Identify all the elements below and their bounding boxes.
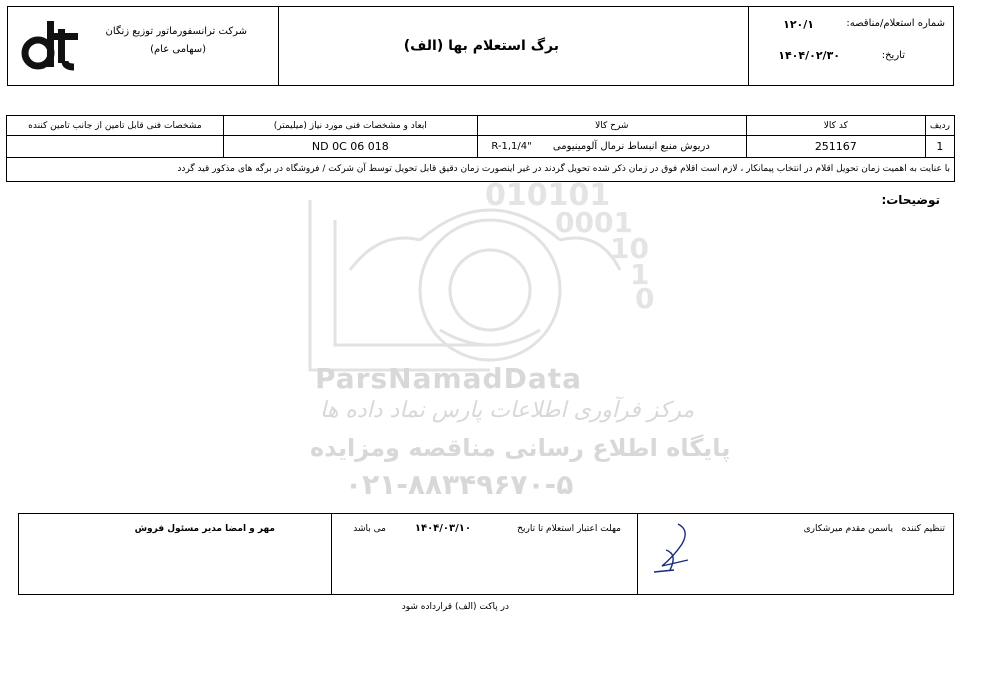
watermark-binary: 0001 <box>555 206 633 239</box>
watermark-binary: 10 <box>610 232 649 265</box>
supplier-spec-field[interactable] <box>7 136 224 157</box>
inquiry-number: ۱۲۰/۱ <box>783 18 814 31</box>
header-item-code: کد کالا <box>746 116 925 136</box>
company-name: شرکت ترانسفورماتور توزیع زنگان <box>105 26 247 37</box>
item-description <box>477 136 746 157</box>
validity-label: مهلت اعتبار استعلام تا تاریخ <box>517 524 621 534</box>
watermark-binary: 010101 <box>485 178 611 213</box>
company-type: (سهامی عام) <box>150 44 206 55</box>
company-logo <box>18 13 88 75</box>
seal-box <box>18 513 332 595</box>
validity-date: ۱۴۰۴/۰۳/۱۰ <box>414 523 471 534</box>
items-table <box>6 115 955 182</box>
item-description-text: دریوش منبع انبساط نرمال آلومینیومی <box>552 140 710 152</box>
watermark-line2: پایگاه اطلاع رسانی مناقصه ومزایده <box>310 434 731 462</box>
prepared-by-name: یاسمن مقدم میرشکاری <box>803 524 893 534</box>
watermark-line1: مرکز فرآوری اطلاعات پارس نماد داده ها <box>320 398 695 423</box>
prepared-by-box <box>637 513 954 595</box>
validity-suffix: می باشد <box>353 524 386 534</box>
watermark-binary: 0 <box>635 282 655 315</box>
envelope-note: در پاکت (الف) قرارداده شود <box>401 602 509 612</box>
signature-icon <box>648 520 698 576</box>
form-header <box>7 6 954 86</box>
form-title: برگ استعلام بها (الف) <box>403 38 559 54</box>
table-header-row <box>7 116 955 136</box>
header-divider <box>748 7 749 85</box>
table-row <box>7 136 955 157</box>
header-item-description: شرح کالا <box>477 116 746 136</box>
prepared-by-label: تنظیم کننده <box>901 524 945 534</box>
header-required-spec: ابعاد و مشخصات فنی مورد نیاز (میلیمتر) <box>223 116 477 136</box>
item-code: 251167 <box>746 136 925 157</box>
inquiry-date: ۱۴۰۴/۰۲/۳۰ <box>778 49 840 62</box>
table-note-row <box>7 157 955 181</box>
delivery-note: با عنایت به اهمیت زمان تحویل اقلام در انتخاب پیمانکار ، لازم است اقلام فوق در زمان ذکر شده تحویل گردند در غیر اینصورت زمان دقیق قابل تحویل توسط آن شرکت / فروشگاه در برگه های مذکور قید گردد <box>7 157 955 181</box>
watermark-brand: ParsNamadData <box>315 362 582 395</box>
validity-box <box>331 513 638 595</box>
header-supplier-spec: مشخصات فنی قابل تامین از جانب تامین کننده <box>7 116 224 136</box>
date-label: تاریخ: <box>881 50 905 61</box>
seal-label: مهر و امضا مدیر مسئول فروش <box>134 524 275 534</box>
header-row-number: ردیف <box>925 116 954 136</box>
item-size: R-1,1/4" <box>491 140 532 152</box>
header-divider <box>278 7 279 85</box>
inquiry-number-label: شماره استعلام/مناقصه: <box>846 18 945 29</box>
watermark-binary: 1 <box>630 258 650 291</box>
company-logo-icon <box>18 13 88 75</box>
notes-label: توضیحات: <box>881 193 940 207</box>
watermark <box>290 170 731 510</box>
watermark-phone: ۰۲۱-۸۸۳۴۹۶۷۰-۵ <box>345 468 574 501</box>
required-spec: ND 0C 06 018 <box>223 136 477 157</box>
row-number: 1 <box>925 136 954 157</box>
